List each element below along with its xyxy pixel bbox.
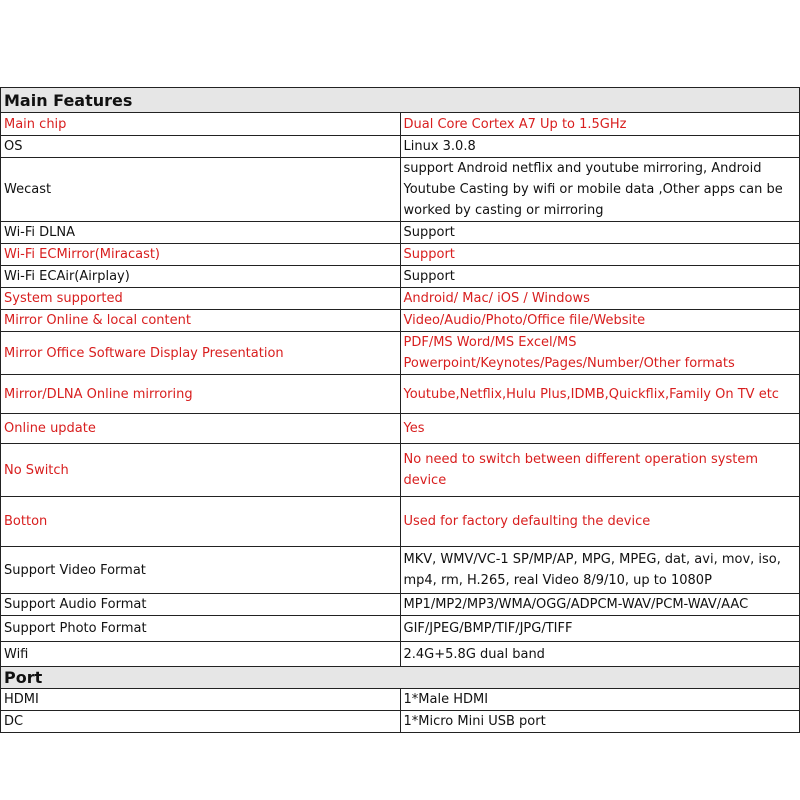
spec-row bbox=[1, 310, 800, 332]
spec-value: 1*Male HDMI bbox=[400, 689, 800, 711]
spec-label: DC bbox=[1, 711, 401, 733]
spec-row bbox=[1, 547, 800, 594]
spec-row bbox=[1, 594, 800, 616]
section-header-row bbox=[1, 88, 800, 113]
spec-value: Support bbox=[400, 266, 800, 288]
spec-label: Mirror Online & local content bbox=[1, 310, 401, 332]
spec-row bbox=[1, 113, 800, 136]
spec-value: 1*Micro Mini USB port bbox=[400, 711, 800, 733]
spec-label: HDMI bbox=[1, 689, 401, 711]
spec-label: Main chip bbox=[1, 113, 401, 136]
spec-value: Android/ Mac/ iOS / Windows bbox=[400, 288, 800, 310]
spec-label: Mirror Office Software Display Presentation bbox=[1, 332, 401, 375]
spec-value: Used for factory defaulting the device bbox=[400, 497, 800, 547]
spec-table bbox=[0, 87, 800, 733]
spec-label: Wi-Fi DLNA bbox=[1, 222, 401, 244]
spec-value: 2.4G+5.8G dual band bbox=[400, 642, 800, 667]
spec-value: PDF/MS Word/MS Excel/MS Powerpoint/Keynotes/Pages/Number/Other formats bbox=[400, 332, 800, 375]
spec-row bbox=[1, 136, 800, 158]
spec-label: Support Audio Format bbox=[1, 594, 401, 616]
spec-row bbox=[1, 616, 800, 642]
section-header-row bbox=[1, 667, 800, 689]
section-title: Main Features bbox=[1, 88, 800, 113]
spec-value: Yes bbox=[400, 414, 800, 444]
spec-row bbox=[1, 642, 800, 667]
spec-value: Youtube,Netflix,Hulu Plus,IDMB,Quickflix,Family On TV etc bbox=[400, 375, 800, 414]
spec-row bbox=[1, 266, 800, 288]
spec-label: Online update bbox=[1, 414, 401, 444]
spec-value: Support bbox=[400, 222, 800, 244]
spec-row bbox=[1, 689, 800, 711]
spec-row bbox=[1, 444, 800, 497]
spec-label: Support Photo Format bbox=[1, 616, 401, 642]
spec-value: MP1/MP2/MP3/WMA/OGG/ADPCM-WAV/PCM-WAV/AAC bbox=[400, 594, 800, 616]
spec-value: Dual Core Cortex A7 Up to 1.5GHz bbox=[400, 113, 800, 136]
spec-label: System supported bbox=[1, 288, 401, 310]
spec-label: Botton bbox=[1, 497, 401, 547]
spec-value: GIF/JPEG/BMP/TIF/JPG/TIFF bbox=[400, 616, 800, 642]
spec-value: MKV, WMV/VC-1 SP/MP/AP, MPG, MPEG, dat, avi, mov, iso, mp4, rm, H.265, real Video 8/9/10, up to 1080P bbox=[400, 547, 800, 594]
section-title: Port bbox=[1, 667, 800, 689]
spec-label: Wi-Fi ECAir(Airplay) bbox=[1, 266, 401, 288]
spec-label: OS bbox=[1, 136, 401, 158]
spec-label: Wecast bbox=[1, 158, 401, 222]
spec-row bbox=[1, 288, 800, 310]
spec-row bbox=[1, 375, 800, 414]
spec-row bbox=[1, 332, 800, 375]
spec-row bbox=[1, 222, 800, 244]
spec-row bbox=[1, 497, 800, 547]
spec-label: No Switch bbox=[1, 444, 401, 497]
spec-row bbox=[1, 711, 800, 733]
spec-value: Support bbox=[400, 244, 800, 266]
spec-row bbox=[1, 158, 800, 222]
spec-value: No need to switch between different operation system device bbox=[400, 444, 800, 497]
spec-label: Mirror/DLNA Online mirroring bbox=[1, 375, 401, 414]
spec-value: support Android netflix and youtube mirroring, Android Youtube Casting by wifi or mobile data ,Other apps can be worked by casting or mirroring bbox=[400, 158, 800, 222]
spec-value: Linux 3.0.8 bbox=[400, 136, 800, 158]
spec-label: Wi-Fi ECMirror(Miracast) bbox=[1, 244, 401, 266]
spec-row bbox=[1, 414, 800, 444]
spec-table-body bbox=[1, 88, 800, 733]
spec-row bbox=[1, 244, 800, 266]
spec-label: Wifi bbox=[1, 642, 401, 667]
spec-label: Support Video Format bbox=[1, 547, 401, 594]
spec-value: Video/Audio/Photo/Office file/Website bbox=[400, 310, 800, 332]
